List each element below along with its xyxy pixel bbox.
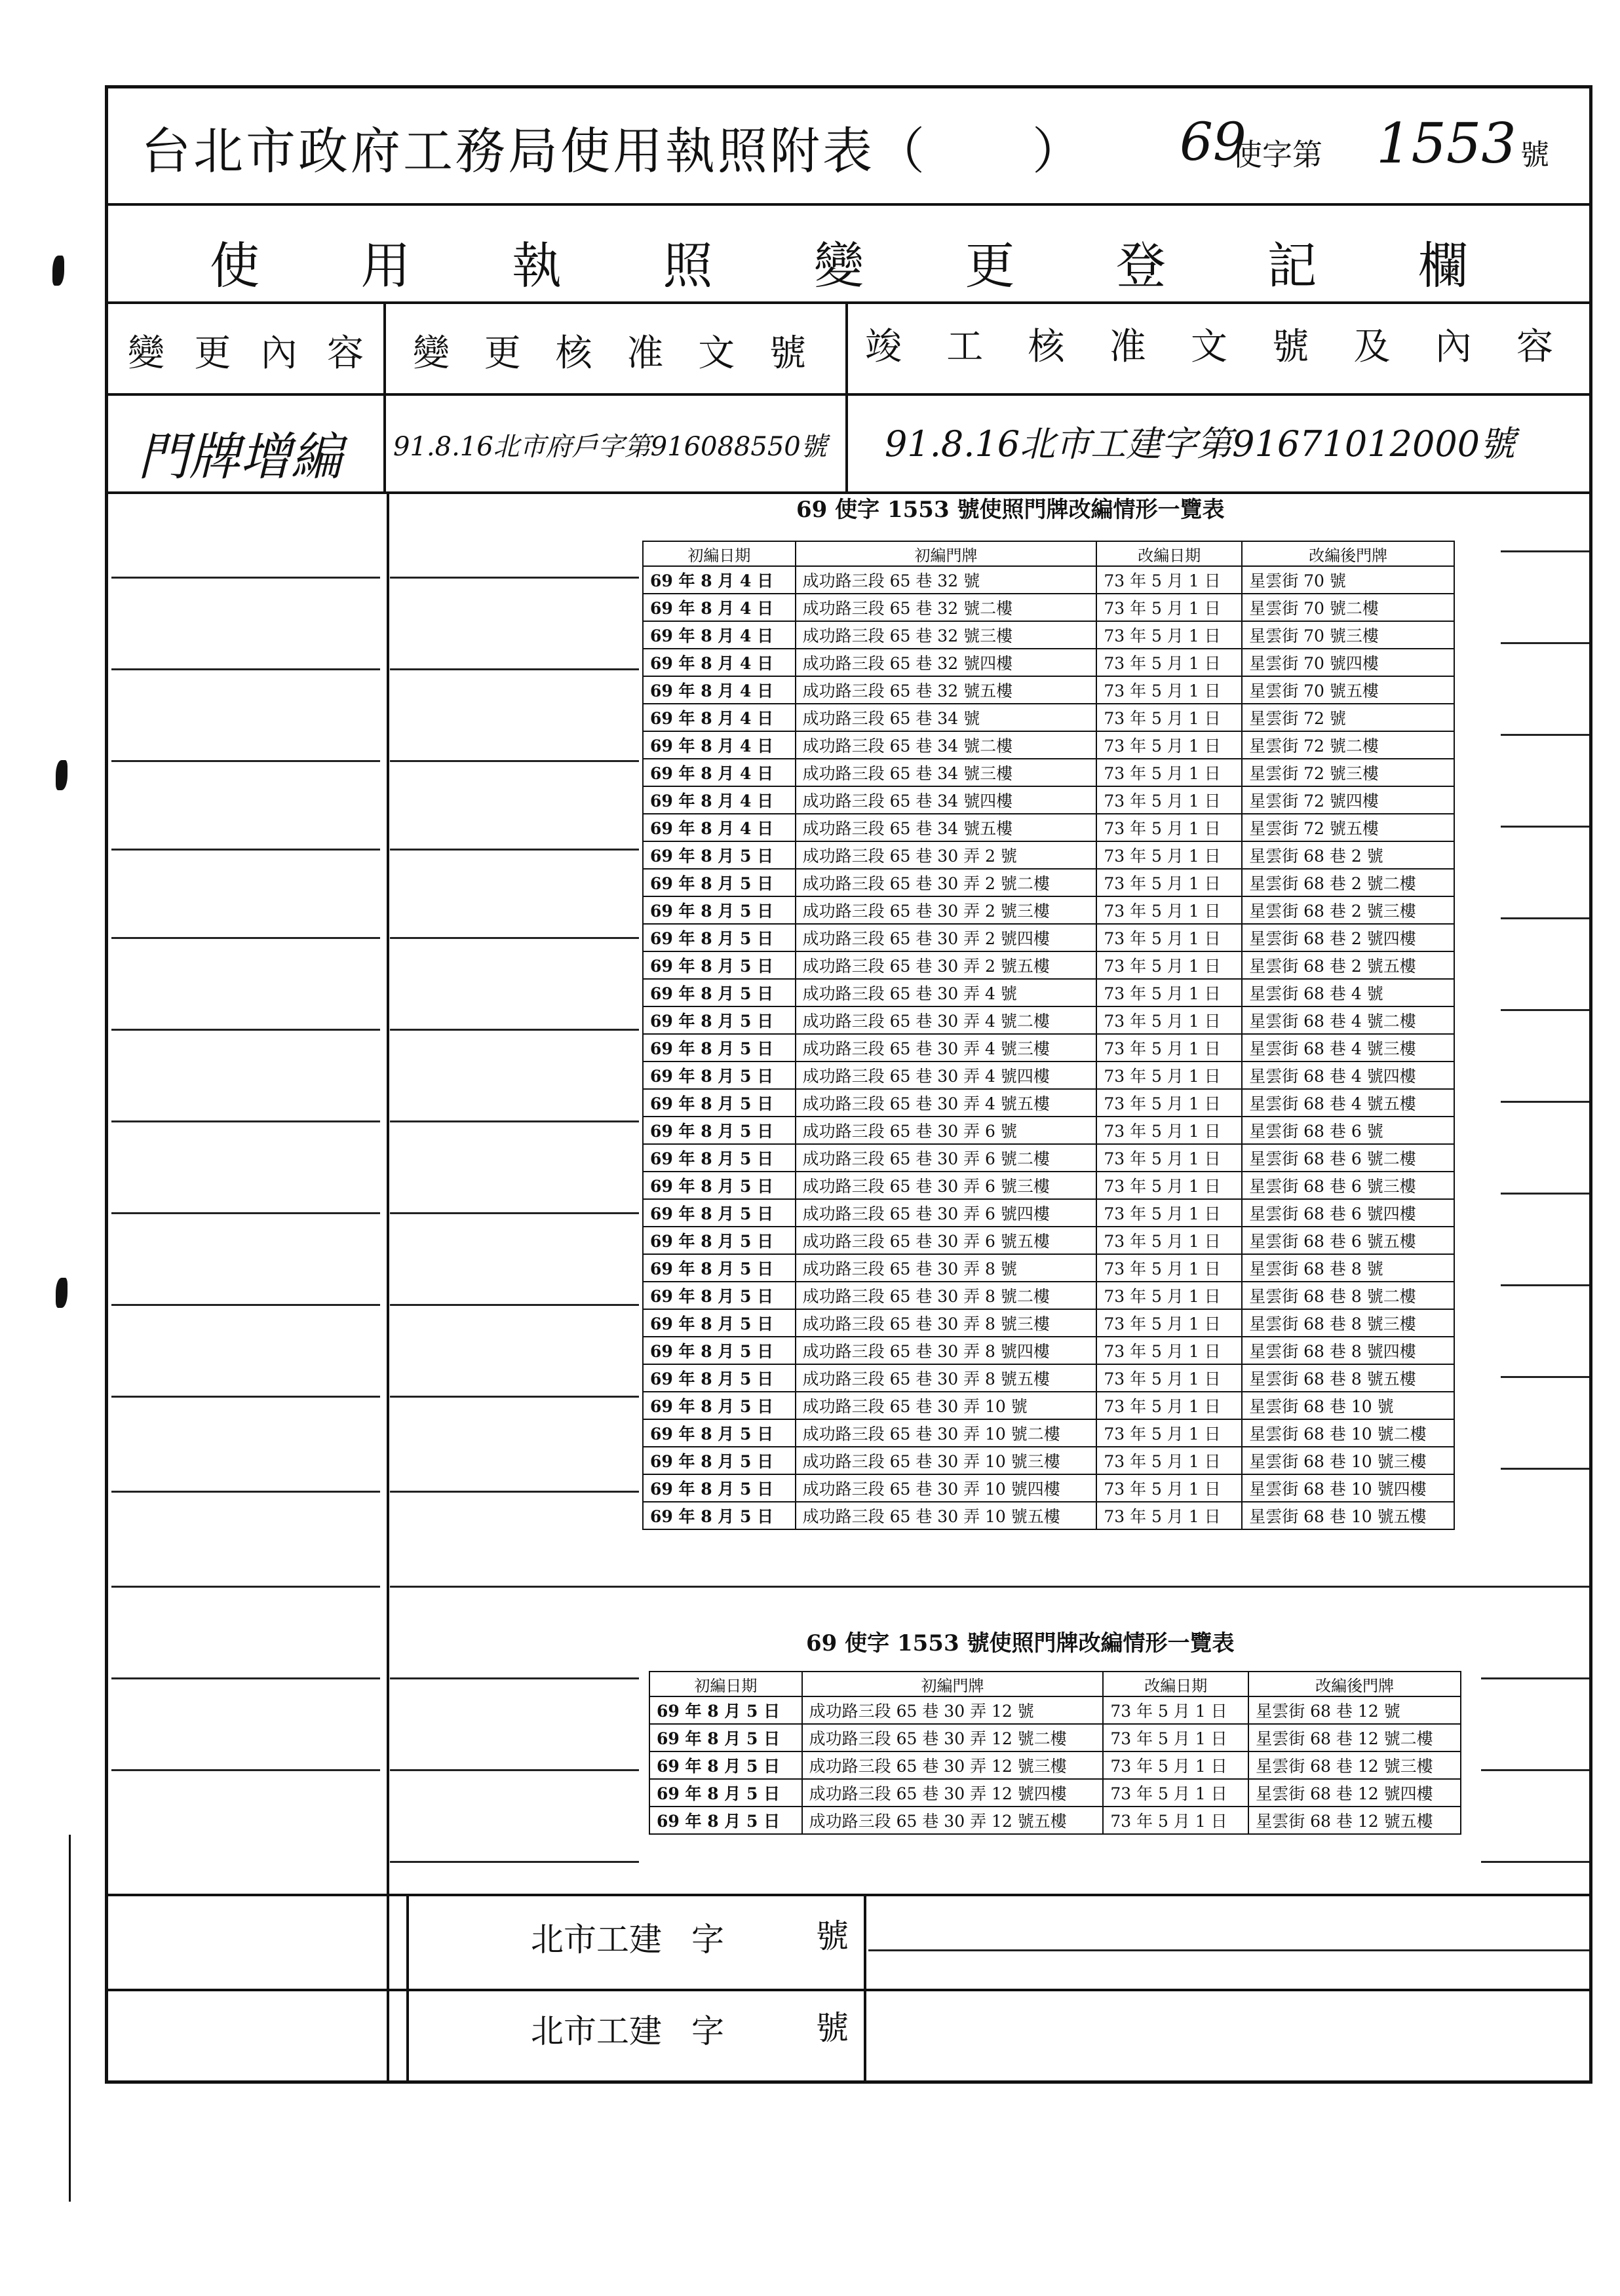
table-cell: 69 年 8 月 5 日 (649, 1807, 802, 1834)
table-cell: 成功路三段 65 巷 32 號二樓 (796, 594, 1097, 621)
table-cell: 成功路三段 65 巷 34 號二樓 (796, 731, 1097, 759)
table-cell: 73 年 5 月 1 日 (1103, 1724, 1248, 1751)
blank-line (390, 1396, 639, 1398)
table-cell: 成功路三段 65 巷 30 弄 6 號二樓 (796, 1144, 1097, 1172)
rule (105, 203, 1592, 206)
table-cell: 星雲街 70 號三樓 (1242, 621, 1454, 649)
table-cell: 73 年 5 月 1 日 (1096, 869, 1242, 896)
table-cell: 成功路三段 65 巷 30 弄 8 號 (796, 1254, 1097, 1282)
table-row (643, 676, 1454, 704)
entry-completion-approval: 91.8.16北市工建字第91671012000號 (885, 423, 1516, 465)
table-cell: 成功路三段 65 巷 30 弄 10 號 (796, 1392, 1097, 1419)
blank-line (390, 1491, 639, 1493)
section-title-char: 欄 (1418, 237, 1468, 295)
table1-header-cell: 初編日期 (643, 541, 796, 566)
table2-header-cell: 改編後門牌 (1248, 1672, 1461, 1696)
table-cell: 69 年 8 月 4 日 (643, 786, 796, 814)
blank-line (111, 1677, 380, 1679)
table-row (643, 704, 1454, 731)
table-cell: 成功路三段 65 巷 30 弄 10 號五樓 (796, 1502, 1097, 1529)
permit-word: 使字第 (1232, 137, 1322, 172)
table-row (643, 1172, 1454, 1199)
section-title-char: 執 (512, 237, 562, 295)
table-cell: 成功路三段 65 巷 34 號三樓 (796, 759, 1097, 786)
table-cell: 69 年 8 月 5 日 (643, 924, 796, 951)
section-title-char: 登 (1116, 237, 1166, 295)
blank-line (111, 577, 380, 579)
table-cell: 星雲街 68 巷 4 號二樓 (1242, 1006, 1454, 1034)
blank-line (1501, 917, 1589, 919)
footer-row1-word: 字 (691, 1921, 724, 1959)
table-row (643, 1282, 1454, 1309)
table-cell: 成功路三段 65 巷 30 弄 6 號 (796, 1117, 1097, 1144)
table-row (643, 1364, 1454, 1392)
column-divider (383, 301, 386, 491)
table-cell: 69 年 8 月 5 日 (643, 1309, 796, 1337)
blank-line (868, 1949, 1589, 1951)
table-row (649, 1807, 1461, 1834)
col-header-change-approval: 變 更 核 准 文 號 (413, 332, 806, 375)
table-cell: 69 年 8 月 5 日 (643, 869, 796, 896)
blank-line (390, 1586, 1589, 1588)
table-cell: 69 年 8 月 5 日 (643, 841, 796, 869)
table-cell: 星雲街 68 巷 8 號 (1242, 1254, 1454, 1282)
table-cell: 69 年 8 月 5 日 (643, 1062, 796, 1089)
table-cell: 69 年 8 月 5 日 (643, 1227, 796, 1254)
table-row (643, 1474, 1454, 1502)
blank-line (390, 1677, 639, 1679)
table-cell: 星雲街 68 巷 12 號四樓 (1248, 1779, 1461, 1807)
table-cell: 成功路三段 65 巷 30 弄 2 號二樓 (796, 869, 1097, 896)
table-cell: 73 年 5 月 1 日 (1096, 1282, 1242, 1309)
table-cell: 成功路三段 65 巷 30 弄 6 號五樓 (796, 1227, 1097, 1254)
table-cell: 69 年 8 月 5 日 (643, 1392, 796, 1419)
table-cell: 成功路三段 65 巷 30 弄 12 號三樓 (802, 1751, 1104, 1779)
blank-line (390, 1861, 639, 1863)
table-cell: 73 年 5 月 1 日 (1096, 1089, 1242, 1117)
table-cell: 69 年 8 月 5 日 (643, 896, 796, 924)
table-cell: 73 年 5 月 1 日 (1096, 676, 1242, 704)
blank-line (111, 760, 380, 762)
table-cell: 69 年 8 月 5 日 (643, 1254, 796, 1282)
table-cell: 69 年 8 月 4 日 (643, 621, 796, 649)
table-row (643, 1254, 1454, 1282)
table1 (642, 541, 1455, 1530)
table-cell: 69 年 8 月 5 日 (643, 1199, 796, 1227)
table-cell: 69 年 8 月 5 日 (649, 1779, 802, 1807)
table-cell: 星雲街 72 號二樓 (1242, 731, 1454, 759)
table-cell: 成功路三段 65 巷 30 弄 4 號二樓 (796, 1006, 1097, 1034)
blank-line (111, 1769, 380, 1771)
table-row (643, 1337, 1454, 1364)
table-row (649, 1724, 1461, 1751)
table-cell: 73 年 5 月 1 日 (1103, 1751, 1248, 1779)
table-cell: 成功路三段 65 巷 30 弄 12 號四樓 (802, 1779, 1104, 1807)
table-cell: 73 年 5 月 1 日 (1096, 979, 1242, 1006)
blank-line (111, 1396, 380, 1398)
table-cell: 星雲街 68 巷 8 號三樓 (1242, 1309, 1454, 1337)
table-cell: 73 年 5 月 1 日 (1096, 1364, 1242, 1392)
blank-line (1501, 1193, 1589, 1195)
table-row (643, 896, 1454, 924)
table-cell: 73 年 5 月 1 日 (1096, 1227, 1242, 1254)
table-cell: 星雲街 68 巷 10 號三樓 (1242, 1447, 1454, 1474)
table-cell: 星雲街 68 巷 4 號四樓 (1242, 1062, 1454, 1089)
column-divider (387, 491, 389, 2084)
table-cell: 69 年 8 月 5 日 (643, 1337, 796, 1364)
blank-line (1501, 1284, 1589, 1286)
table-cell: 成功路三段 65 巷 32 號五樓 (796, 676, 1097, 704)
table-row (643, 621, 1454, 649)
binder-hole-mark (52, 256, 64, 286)
table-row (643, 731, 1454, 759)
table-cell: 69 年 8 月 5 日 (649, 1724, 802, 1751)
table-cell: 成功路三段 65 巷 30 弄 4 號三樓 (796, 1034, 1097, 1062)
table-cell: 69 年 8 月 5 日 (643, 1474, 796, 1502)
table-cell: 73 年 5 月 1 日 (1096, 704, 1242, 731)
table-row (643, 1309, 1454, 1337)
table-row (643, 1392, 1454, 1419)
table-cell: 73 年 5 月 1 日 (1096, 1172, 1242, 1199)
blank-line (111, 849, 380, 851)
table1-header-cell: 改編日期 (1096, 541, 1242, 566)
blank-line (390, 1769, 639, 1771)
column-divider (845, 301, 848, 491)
table-row (643, 1089, 1454, 1117)
table-cell: 69 年 8 月 5 日 (643, 1172, 796, 1199)
table-cell: 69 年 8 月 5 日 (643, 1117, 796, 1144)
section-title-char: 使 (210, 237, 260, 295)
table-cell: 69 年 8 月 5 日 (643, 1034, 796, 1062)
table-cell: 成功路三段 65 巷 30 弄 10 號三樓 (796, 1447, 1097, 1474)
table-cell: 星雲街 68 巷 10 號二樓 (1242, 1419, 1454, 1447)
table-cell: 成功路三段 65 巷 30 弄 10 號二樓 (796, 1419, 1097, 1447)
table-cell: 69 年 8 月 4 日 (643, 594, 796, 621)
section-title (210, 226, 1468, 297)
binder-hole-mark (56, 1278, 68, 1308)
table-cell: 69 年 8 月 5 日 (643, 979, 796, 1006)
table-cell: 星雲街 68 巷 2 號二樓 (1242, 869, 1454, 896)
table-row (643, 786, 1454, 814)
section-title-char: 用 (360, 237, 411, 295)
table-cell: 73 年 5 月 1 日 (1096, 621, 1242, 649)
table-row (643, 1502, 1454, 1529)
binder-hole-mark (56, 760, 68, 790)
table-cell: 69 年 8 月 4 日 (643, 566, 796, 594)
footer-row2-suffix: 號 (816, 2009, 849, 2047)
table-cell: 成功路三段 65 巷 30 弄 6 號三樓 (796, 1172, 1097, 1199)
blank-line (1501, 1376, 1589, 1378)
table-row (643, 594, 1454, 621)
blank-line (111, 937, 380, 939)
table-cell: 星雲街 68 巷 2 號四樓 (1242, 924, 1454, 951)
table-cell: 69 年 8 月 5 日 (643, 1089, 796, 1117)
table-cell: 星雲街 68 巷 2 號 (1242, 841, 1454, 869)
table-cell: 成功路三段 65 巷 30 弄 4 號 (796, 979, 1097, 1006)
table-row (643, 1199, 1454, 1227)
table-row (643, 759, 1454, 786)
blank-line (1501, 1468, 1589, 1470)
table-cell: 73 年 5 月 1 日 (1096, 1006, 1242, 1034)
table-cell: 69 年 8 月 4 日 (643, 676, 796, 704)
rule (105, 1989, 1592, 1991)
table-cell: 成功路三段 65 巷 30 弄 12 號 (802, 1696, 1104, 1724)
table-cell: 69 年 8 月 5 日 (643, 1006, 796, 1034)
table-cell: 73 年 5 月 1 日 (1096, 786, 1242, 814)
table-cell: 成功路三段 65 巷 30 弄 12 號二樓 (802, 1724, 1104, 1751)
rule (105, 301, 1592, 304)
table-cell: 成功路三段 65 巷 30 弄 8 號二樓 (796, 1282, 1097, 1309)
blank-line (390, 1120, 639, 1122)
table-row (643, 1034, 1454, 1062)
table-row (643, 951, 1454, 979)
table-cell: 成功路三段 65 巷 34 號五樓 (796, 814, 1097, 841)
table-row (643, 924, 1454, 951)
table-cell: 73 年 5 月 1 日 (1096, 1502, 1242, 1529)
table-cell: 73 年 5 月 1 日 (1096, 731, 1242, 759)
table-cell: 69 年 8 月 5 日 (643, 1364, 796, 1392)
table-row (643, 1117, 1454, 1144)
section-title-char: 記 (1267, 237, 1317, 295)
table-cell: 星雲街 70 號 (1242, 566, 1454, 594)
blank-line (1481, 1769, 1589, 1771)
table-row (643, 1144, 1454, 1172)
blank-line (1501, 734, 1589, 736)
blank-line (390, 577, 639, 579)
blank-line (111, 1491, 380, 1493)
blank-line (390, 849, 639, 851)
table-cell: 69 年 8 月 5 日 (649, 1696, 802, 1724)
table-cell: 69 年 8 月 5 日 (643, 1447, 796, 1474)
table-cell: 69 年 8 月 5 日 (643, 1282, 796, 1309)
table-cell: 成功路三段 65 巷 30 弄 4 號五樓 (796, 1089, 1097, 1117)
blank-line (111, 1120, 380, 1122)
table-cell: 69 年 8 月 5 日 (643, 1502, 796, 1529)
table-cell: 星雲街 68 巷 4 號五樓 (1242, 1089, 1454, 1117)
table-cell: 69 年 8 月 4 日 (643, 814, 796, 841)
table-cell: 73 年 5 月 1 日 (1096, 896, 1242, 924)
blank-line (1501, 642, 1589, 644)
entry-change-approval: 91.8.16北市府戶字第916088550號 (393, 432, 827, 462)
table-cell: 星雲街 68 巷 8 號五樓 (1242, 1364, 1454, 1392)
table-cell: 成功路三段 65 巷 30 弄 2 號三樓 (796, 896, 1097, 924)
blank-line (1481, 1861, 1589, 1863)
table1-header-cell: 改編後門牌 (1242, 541, 1454, 566)
table-cell: 73 年 5 月 1 日 (1103, 1696, 1248, 1724)
table-cell: 73 年 5 月 1 日 (1096, 759, 1242, 786)
col-header-change-content: 變 更 內 容 (128, 332, 364, 375)
table-row (649, 1696, 1461, 1724)
table-cell: 69 年 8 月 4 日 (643, 704, 796, 731)
table-cell: 星雲街 70 號四樓 (1242, 649, 1454, 676)
scan-edge-line (69, 1835, 71, 2202)
rule (105, 393, 1592, 396)
table-cell: 成功路三段 65 巷 30 弄 12 號五樓 (802, 1807, 1104, 1834)
table-cell: 69 年 8 月 5 日 (643, 1144, 796, 1172)
blank-line (1501, 1101, 1589, 1103)
table-cell: 73 年 5 月 1 日 (1096, 1144, 1242, 1172)
table-cell: 73 年 5 月 1 日 (1103, 1807, 1248, 1834)
col-header-completion-approval: 竣 工 核 准 文 號 及 內 容 (865, 326, 1553, 368)
table-cell: 73 年 5 月 1 日 (1096, 594, 1242, 621)
section-title-char: 照 (663, 237, 713, 295)
table-cell: 成功路三段 65 巷 30 弄 10 號四樓 (796, 1474, 1097, 1502)
table-cell: 星雲街 72 號 (1242, 704, 1454, 731)
table-cell: 69 年 8 月 4 日 (643, 649, 796, 676)
table-cell: 成功路三段 65 巷 30 弄 4 號四樓 (796, 1062, 1097, 1089)
blank-line (390, 1029, 639, 1031)
table-row (643, 566, 1454, 594)
blank-line (390, 668, 639, 670)
table-cell: 73 年 5 月 1 日 (1096, 814, 1242, 841)
table2-header-cell: 初編門牌 (802, 1672, 1104, 1696)
table-row (643, 814, 1454, 841)
table-cell: 星雲街 68 巷 4 號三樓 (1242, 1034, 1454, 1062)
table-cell: 星雲街 72 號四樓 (1242, 786, 1454, 814)
table-cell: 星雲街 68 巷 10 號五樓 (1242, 1502, 1454, 1529)
table-cell: 69 年 8 月 4 日 (643, 759, 796, 786)
blank-line (111, 1029, 380, 1031)
blank-line (1481, 1677, 1589, 1679)
table-cell: 星雲街 68 巷 6 號五樓 (1242, 1227, 1454, 1254)
table-cell: 73 年 5 月 1 日 (1096, 1254, 1242, 1282)
table-cell: 星雲街 72 號三樓 (1242, 759, 1454, 786)
table-cell: 73 年 5 月 1 日 (1096, 841, 1242, 869)
table-cell: 73 年 5 月 1 日 (1096, 1337, 1242, 1364)
permit-number: 1553 (1376, 111, 1516, 176)
table-cell: 73 年 5 月 1 日 (1096, 566, 1242, 594)
table-row (643, 1062, 1454, 1089)
permit-suffix: 號 (1520, 138, 1549, 172)
table-cell: 星雲街 72 號五樓 (1242, 814, 1454, 841)
table-cell: 成功路三段 65 巷 30 弄 2 號五樓 (796, 951, 1097, 979)
blank-line (1501, 550, 1589, 552)
table-cell: 成功路三段 65 巷 32 號四樓 (796, 649, 1097, 676)
section-title-char: 變 (814, 237, 864, 295)
table1-caption: 69 使字 1553 號使照門牌改編情形一覽表 (796, 497, 1225, 523)
form-title: 台北市政府工務局使用執照附表（ ） (141, 122, 1085, 180)
table-cell: 73 年 5 月 1 日 (1096, 1034, 1242, 1062)
table-row (643, 1419, 1454, 1447)
table2 (649, 1671, 1461, 1835)
table-cell: 73 年 5 月 1 日 (1096, 1062, 1242, 1089)
table-cell: 星雲街 68 巷 12 號 (1248, 1696, 1461, 1724)
blank-line (1501, 1009, 1589, 1011)
table-row (643, 979, 1454, 1006)
table-cell: 星雲街 68 巷 10 號 (1242, 1392, 1454, 1419)
table2-caption: 69 使字 1553 號使照門牌改編情形一覽表 (806, 1630, 1235, 1656)
table-cell: 73 年 5 月 1 日 (1103, 1779, 1248, 1807)
table-cell: 73 年 5 月 1 日 (1096, 1392, 1242, 1419)
table-cell: 星雲街 68 巷 12 號二樓 (1248, 1724, 1461, 1751)
table-cell: 73 年 5 月 1 日 (1096, 1447, 1242, 1474)
footer-row2-prefix: 北市工建 (531, 2012, 662, 2050)
table-cell: 成功路三段 65 巷 34 號 (796, 704, 1097, 731)
table-cell: 成功路三段 65 巷 30 弄 2 號四樓 (796, 924, 1097, 951)
section-title-char: 更 (965, 237, 1015, 295)
table-row (649, 1779, 1461, 1807)
table-cell: 星雲街 68 巷 6 號二樓 (1242, 1144, 1454, 1172)
table-cell: 69 年 8 月 5 日 (649, 1751, 802, 1779)
table-cell: 73 年 5 月 1 日 (1096, 1474, 1242, 1502)
table-cell: 星雲街 68 巷 2 號五樓 (1242, 951, 1454, 979)
table-cell: 星雲街 68 巷 8 號二樓 (1242, 1282, 1454, 1309)
table2-header-cell: 改編日期 (1103, 1672, 1248, 1696)
footer-row2-word: 字 (691, 2012, 724, 2050)
blank-line (390, 937, 639, 939)
table-cell: 73 年 5 月 1 日 (1096, 1309, 1242, 1337)
table-row (649, 1751, 1461, 1779)
table-cell: 星雲街 68 巷 6 號四樓 (1242, 1199, 1454, 1227)
table-row (643, 869, 1454, 896)
table-cell: 成功路三段 65 巷 34 號四樓 (796, 786, 1097, 814)
table-cell: 星雲街 70 號五樓 (1242, 676, 1454, 704)
table-cell: 69 年 8 月 5 日 (643, 951, 796, 979)
table-cell: 成功路三段 65 巷 32 號 (796, 566, 1097, 594)
permit-year: 69 (1180, 111, 1246, 172)
blank-line (111, 668, 380, 670)
blank-line (111, 1304, 380, 1306)
footer-row1-suffix: 號 (816, 1917, 849, 1955)
table-cell: 69 年 8 月 5 日 (643, 1419, 796, 1447)
table2-header-cell: 初編日期 (649, 1672, 802, 1696)
table-cell: 星雲街 68 巷 10 號四樓 (1242, 1474, 1454, 1502)
table-cell: 成功路三段 65 巷 30 弄 6 號四樓 (796, 1199, 1097, 1227)
table-cell: 星雲街 68 巷 4 號 (1242, 979, 1454, 1006)
table1-header-cell: 初編門牌 (796, 541, 1097, 566)
table-cell: 成功路三段 65 巷 30 弄 8 號三樓 (796, 1309, 1097, 1337)
table-row (643, 649, 1454, 676)
rule (105, 1894, 1592, 1896)
blank-line (1501, 826, 1589, 828)
table-cell: 73 年 5 月 1 日 (1096, 1117, 1242, 1144)
table-cell: 73 年 5 月 1 日 (1096, 649, 1242, 676)
table-cell: 星雲街 68 巷 6 號三樓 (1242, 1172, 1454, 1199)
table-cell: 成功路三段 65 巷 30 弄 8 號五樓 (796, 1364, 1097, 1392)
blank-line (390, 760, 639, 762)
table-cell: 成功路三段 65 巷 30 弄 2 號 (796, 841, 1097, 869)
table-row (643, 1227, 1454, 1254)
table2-header-row (649, 1672, 1461, 1696)
table-row (643, 1447, 1454, 1474)
table-row (643, 1006, 1454, 1034)
table-cell: 星雲街 68 巷 12 號三樓 (1248, 1751, 1461, 1779)
table-cell: 69 年 8 月 4 日 (643, 731, 796, 759)
table-cell: 73 年 5 月 1 日 (1096, 1419, 1242, 1447)
table-cell: 73 年 5 月 1 日 (1096, 1199, 1242, 1227)
table-cell: 星雲街 68 巷 6 號 (1242, 1117, 1454, 1144)
table-cell: 星雲街 68 巷 8 號四樓 (1242, 1337, 1454, 1364)
footer-row1-prefix: 北市工建 (531, 1921, 662, 1959)
table-cell: 星雲街 70 號二樓 (1242, 594, 1454, 621)
entry-change-content: 門牌增編 (138, 428, 343, 487)
blank-line (390, 1304, 639, 1306)
table-cell: 73 年 5 月 1 日 (1096, 924, 1242, 951)
blank-line (111, 1586, 380, 1588)
table-row (643, 841, 1454, 869)
table-cell: 成功路三段 65 巷 30 弄 8 號四樓 (796, 1337, 1097, 1364)
table-cell: 星雲街 68 巷 12 號五樓 (1248, 1807, 1461, 1834)
table-cell: 成功路三段 65 巷 32 號三樓 (796, 621, 1097, 649)
blank-line (111, 1212, 380, 1214)
table1-header-row (643, 541, 1454, 566)
table-cell: 星雲街 68 巷 2 號三樓 (1242, 896, 1454, 924)
table-cell: 73 年 5 月 1 日 (1096, 951, 1242, 979)
blank-line (390, 1212, 639, 1214)
